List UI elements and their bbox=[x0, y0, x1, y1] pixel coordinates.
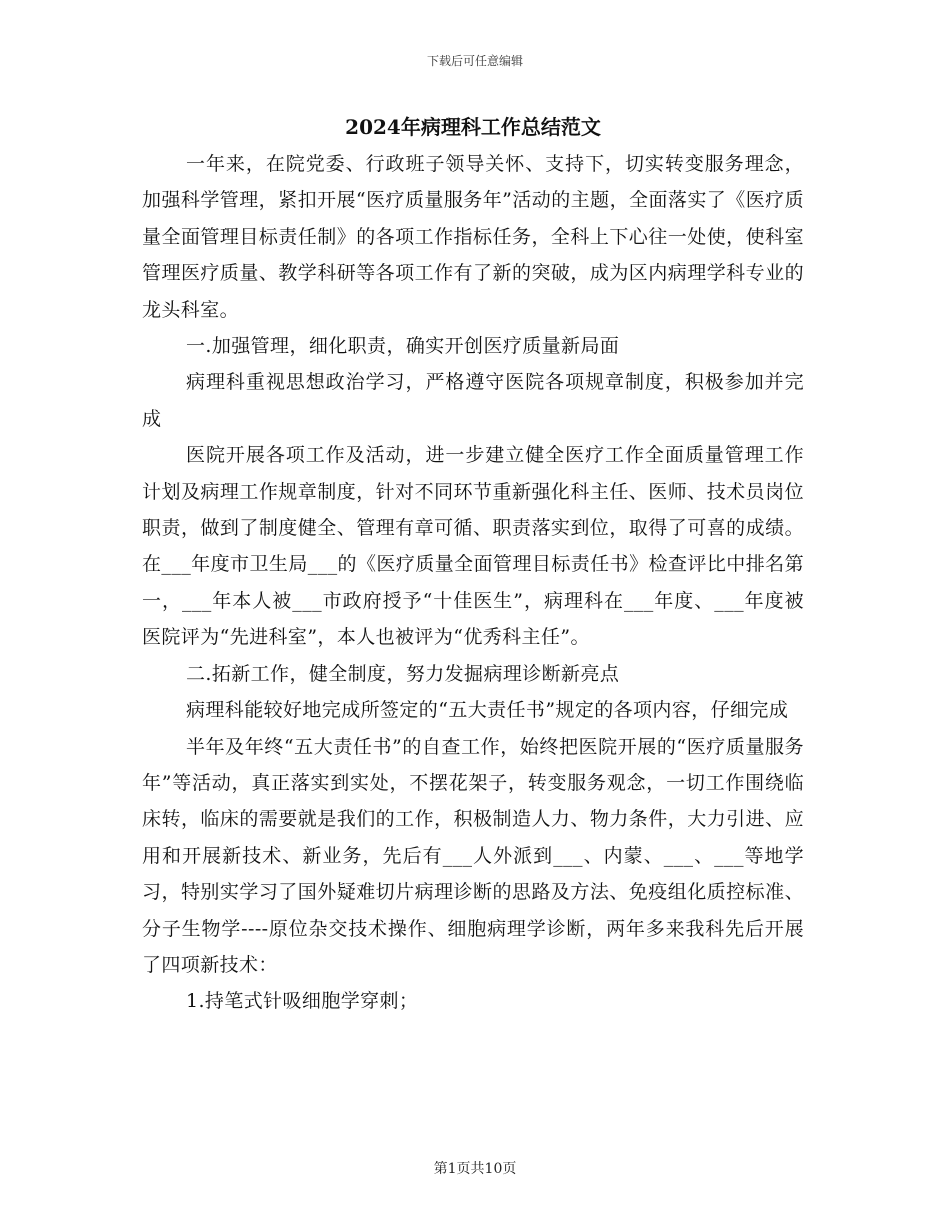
paragraph-intro: 一年来，在院党委、行政班子领导关怀、支持下，切实转变服务理念，加强科学管理，紧扣开展“医疗质量服务年”活动的主题，全面落实了《医疗质量全面管理目标责任制》的各项工作指标任务，全科上下心往一处使，使科室管理医疗质量、教学科研等各项工作有了新的突破，成为区内病理学科专业的龙头科室。 bbox=[142, 153, 804, 321]
section-heading-2: 二.拓新工作，健全制度，努力发掘病理诊断新亮点 bbox=[186, 662, 620, 685]
section-heading-1: 一.加强管理，细化职责，确实开创医疗质量新局面 bbox=[186, 335, 620, 358]
paragraph: 病理科重视思想政治学习，严格遵守医院各项规章制度，积极参加并完成 bbox=[142, 371, 804, 430]
paragraph: 病理科能较好地完成所签定的“五大责任书”规定的各项内容，仔细完成 bbox=[186, 699, 789, 722]
list-item: 1.持笔式针吸细胞学穿刺； bbox=[186, 990, 419, 1013]
paragraph: 半年及年终“五大责任书”的自查工作，始终把医院开展的“医疗质量服务年”等活动，真正落实到实处，不摆花架子，转变服务观念，一切工作围绕临床转，临床的需要就是我们的工作，积极制造人力、物力条件，大力引进、应用和开展新技术、新业务，先后有___人外派到___、内蒙、___、___等地学习，特别实学习了国外疑难切片病理诊断的思路及方法、免疫组化质控标准、分子生物学----原位杂交技术操作、细胞病理学诊断，两年多来我科先后开展了四项新技术： bbox=[142, 735, 804, 976]
paragraph: 医院开展各项工作及活动，进一步建立健全医疗工作全面质量管理工作计划及病理工作规章制度，针对不同环节重新强化科主任、医师、技术员岗位职责，做到了制度健全、管理有章可循、职责落实到位，取得了可喜的成绩。在___年度市卫生局___的《医疗质量全面管理目标责任书》检查评比中排名第一，___年本人被___市政府授予“十佳医生”，病理科在___年度、___年度被医院评为“先进科室”，本人也被评为“优秀科主任”。 bbox=[142, 444, 804, 649]
page-footer-number: 第1页共10页 bbox=[433, 1161, 517, 1177]
document-title: 2024年病理科工作总结范文 bbox=[345, 115, 601, 139]
document-body bbox=[142, 112, 804, 1020]
page-header-note: 下载后可任意编辑 bbox=[426, 54, 523, 68]
